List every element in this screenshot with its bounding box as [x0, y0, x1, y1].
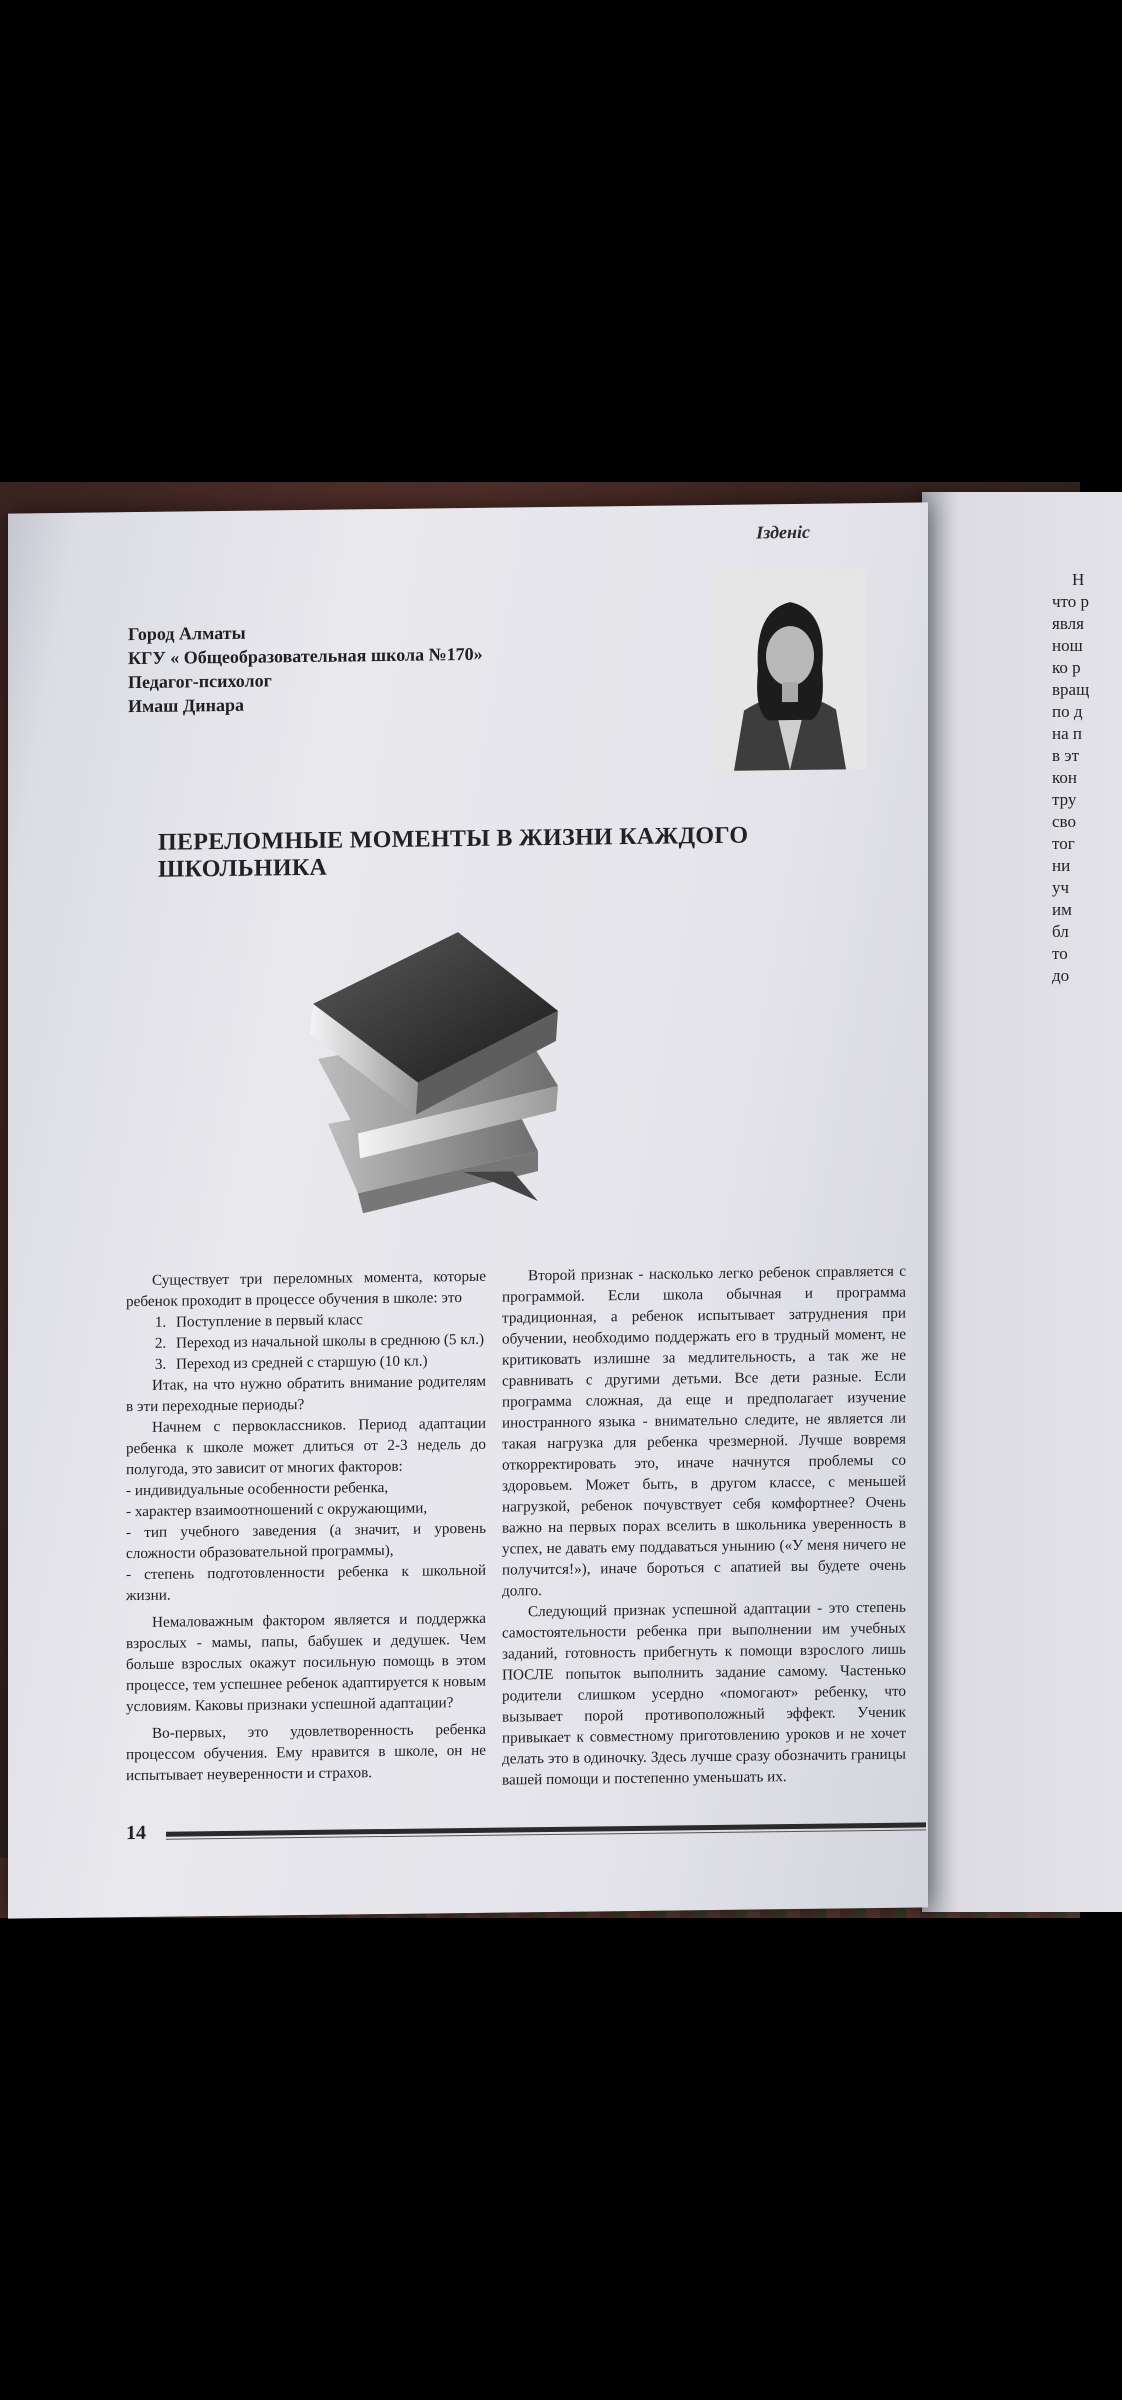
next-page-fragment: уч	[1052, 878, 1070, 897]
running-head: Ізденіс	[756, 521, 810, 543]
article-title: ПЕРЕЛОМНЫЕ МОМЕНТЫ В ЖИЗНИ КАЖДОГО ШКОЛЬНИКА	[158, 822, 749, 883]
left-column	[126, 1266, 486, 1786]
right-column	[502, 1261, 906, 1791]
paragraph: Немаловажным фактором является и поддержка взрослых - мамы, папы, бабушек и дедушек. Чем больше взрослых окажут посильную помощь в этом процессе, тем успешнее ребенок адаптируется к новым условиям. Каковы признаки успешной адаптации?	[126, 1609, 486, 1716]
factor-item: - индивидуальные особенности ребенка,	[126, 1478, 389, 1500]
next-page-fragment: бл	[1052, 922, 1069, 941]
author-school: КГУ « Общеобразовательная школа №170»	[128, 643, 483, 669]
next-page-fragment: до	[1052, 966, 1070, 985]
factor-item: - характер взаимоотношений с окружающими,	[126, 1499, 428, 1521]
page-footer	[126, 1812, 926, 1852]
paragraph: Второй признак - насколько легко ребенок справляется с программой. Если школа обычная и программа традиционная, а ребенок испытывает затруднения при обучении, необходимо поддержать его в трудный момент, не критиковать излишне за медлительность, а так же не сравнивать с другими детьми. Все дети разные. Если программа сложная, да еще и предполагает изучение иностранного языка - внимательно следите, не является ли такая нагрузка для ребенка чрезмерной. Лучше вовремя откорректировать это, иначе начнутся проблемы со здоровьем. Может быть, в другом классе, с меньшей нагрузкой, ребенок почувствует себя комфортнее? Очень важно на первых порах вселить в школьника уверенность в успех, не давать ему поддаваться унынию («У меня ничего не получится!»), иначе бороться с апатией вы будете очень долго.	[502, 1262, 906, 1600]
books-icon	[288, 879, 688, 1234]
paragraph: Во-первых, это удовлетворенность ребенка процессом обучения. Ему нравится в школе, он не испытывает неуверенности и страхов.	[126, 1720, 486, 1785]
next-page-fragment: в эт	[1052, 746, 1080, 765]
author-role: Педагог-психолог	[128, 670, 272, 693]
portrait-image	[714, 569, 866, 771]
next-page-fragment: им	[1052, 900, 1072, 919]
next-page-fragment: сво	[1052, 812, 1076, 831]
next-page-edge	[922, 492, 1122, 1912]
list-item: 2. Переход из начальной школы в среднюю (5 кл.)	[170, 1329, 486, 1354]
list	[126, 1308, 486, 1375]
books-illustration	[288, 879, 688, 1234]
next-page-fragment: явля	[1052, 614, 1084, 633]
list-item: 3. Переход из средней с старшую (10 кл.)	[170, 1350, 486, 1375]
factor-item: - степень подготовленности ребенка к школьной жизни.	[126, 1561, 486, 1605]
author-portrait	[714, 569, 866, 771]
next-page-fragment: тог	[1052, 834, 1075, 853]
next-page-fragment: по д	[1052, 702, 1083, 721]
next-page-fragment: что р	[1052, 592, 1090, 611]
paragraph: Начнем с первоклассников. Период адаптации ребенка к школе может длиться от 2-3 недель до полугода, это зависит от многих факторов:	[126, 1414, 486, 1479]
magazine-page	[8, 502, 928, 1918]
page-number: 14	[126, 1821, 146, 1845]
next-page-fragment: нош	[1052, 636, 1083, 655]
next-page-fragment: на п	[1052, 724, 1082, 743]
photo-frame	[0, 482, 1090, 1918]
next-page-fragment: то	[1052, 944, 1068, 963]
next-page-fragment: ни	[1052, 856, 1071, 875]
next-page-fragment: кон	[1052, 768, 1077, 787]
list-item: 1. Поступление в первый класс	[170, 1308, 486, 1333]
author-city: Город Алматы	[128, 622, 246, 645]
paragraph: Существует три переломных момента, которые ребенок проходит в процессе обучения в школе: это	[126, 1267, 486, 1311]
author-block	[128, 618, 483, 718]
factor-item: - тип учебного заведения (а значит, и уровень сложности образовательной программы),	[126, 1519, 486, 1563]
author-name: Имаш Динара	[128, 694, 244, 717]
paragraph: Итак, на что нужно обратить внимание родителям в эти переходные периоды?	[126, 1372, 486, 1416]
next-page-fragment: вращ	[1052, 680, 1090, 699]
paragraph: Следующий признак успешной адаптации - это степень самостоятельности ребенка при выполнении им учебных заданий, готовность прибегнуть к помощи взрослого лишь ПОСЛЕ попыток выполнить задание самому. Частенько родители слишком усердно «помогают» ребенку, что вызывает порой противоположный эффект. Ученик привыкает к совместному приготовлению уроков и не хочет делать это в одиночку. Здесь лучше сразу обозначить границы вашей помощи и постепенно уменьшать их.	[502, 1598, 906, 1789]
next-page-fragment: ко р	[1052, 658, 1081, 677]
next-page-fragment: тру	[1052, 790, 1077, 809]
next-page-fragment: Н	[1072, 570, 1085, 589]
